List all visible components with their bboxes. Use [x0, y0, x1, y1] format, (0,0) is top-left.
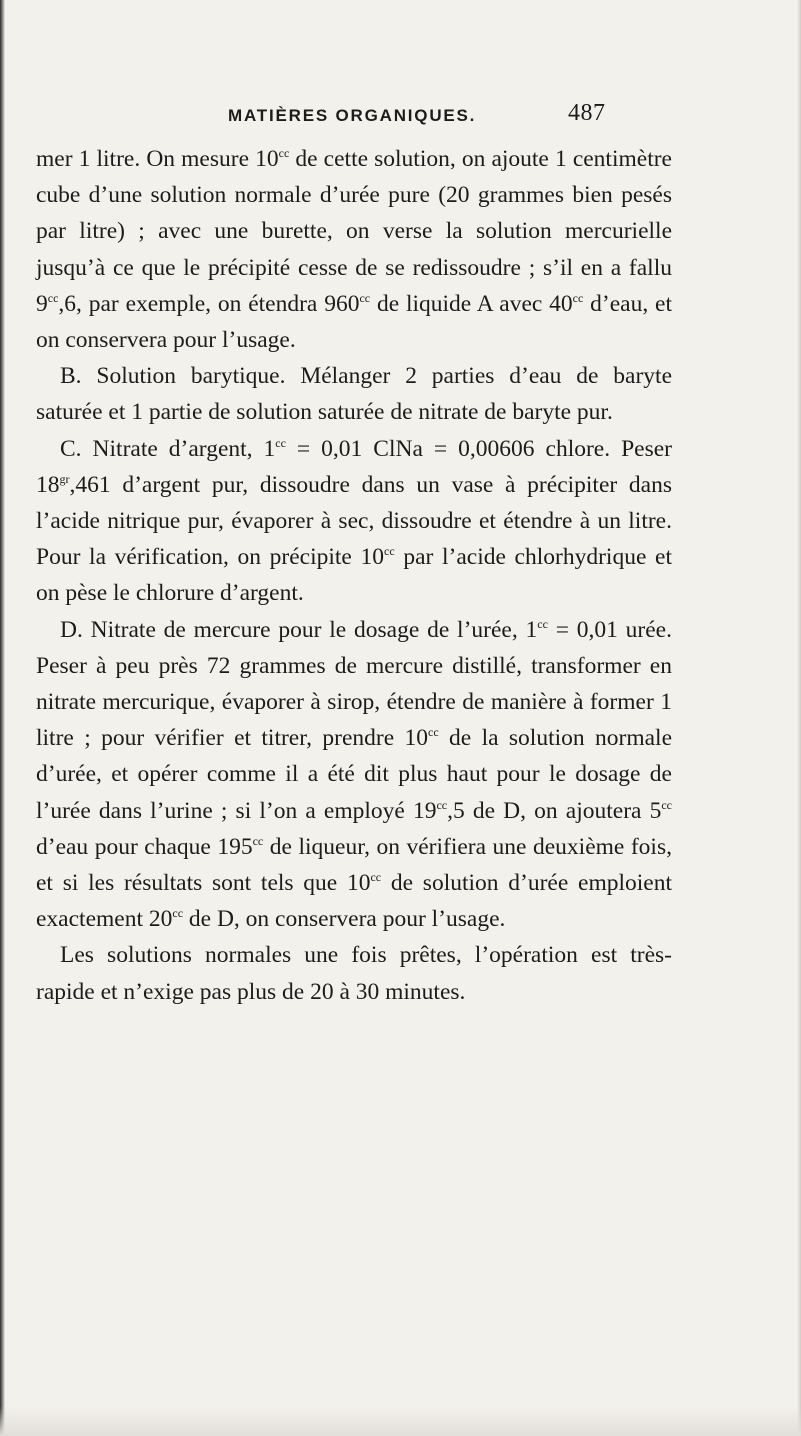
- paragraph-solution-d: [36, 612, 672, 938]
- text-run: de D, on conservera pour l’usage.: [183, 906, 506, 933]
- unit-superscript: cc: [436, 797, 448, 812]
- paragraph-continuation: [36, 141, 672, 358]
- unit-superscript: cc: [252, 833, 264, 848]
- text-run: ,461 d’argent pur, dissoudre dans un vase à précipiter dans l’acide nitrique pur, évaporer à sec, dissoudre et étendre à un litre. Pour la vérification, on précipite 10: [36, 471, 672, 571]
- running-header: [0, 100, 801, 134]
- page-number: 487: [568, 100, 606, 126]
- paragraph-solution-c: [36, 431, 672, 612]
- unit-superscript: gr: [59, 471, 70, 486]
- text-run: d’eau pour chaque 195: [36, 833, 253, 860]
- unit-superscript: cc: [47, 290, 59, 305]
- body-text: [36, 141, 672, 1010]
- unit-superscript: cc: [428, 725, 439, 740]
- text-run: de cette solution, on ajoute 1 centimètre cube d’une solution normale d’urée pure (20 grammes bien pesés par litre) ; avec une burette, on verse la solution mercurielle jusqu’à ce que le précipité cesse de se redissoudre ; s’il en a fallu 9: [36, 146, 672, 317]
- unit-superscript: cc: [275, 435, 286, 450]
- text-run: mer 1 litre. On mesure 10: [36, 146, 279, 172]
- unit-superscript: cc: [661, 797, 672, 812]
- page-right-edge: [797, 0, 801, 1436]
- text-run: Les solutions normales une fois prêtes, l’opération est très-rapide et n’exige pas plus de 20 à 30 minutes.: [36, 942, 672, 1005]
- unit-superscript: cc: [172, 906, 184, 921]
- text-run: = 0,01 ClNa = 0,00606 chlore. Peser 18: [36, 435, 672, 498]
- page-bottom-shadow: [0, 1406, 801, 1436]
- text-run: ,6, par exemple, on étendra 960: [58, 290, 360, 317]
- text-run: d’eau, et on conservera pour l’usage.: [36, 290, 672, 354]
- text-run: de liqueur, on vérifiera une deuxième fois, et si les résultats sont tels que 10: [36, 833, 672, 897]
- unit-superscript: cc: [278, 146, 290, 160]
- text-run: de liquide A avec 40: [370, 290, 573, 317]
- text-run: par l’acide chlorhydrique et on pèse le chlorure d’argent.: [36, 544, 672, 607]
- unit-superscript: cc: [370, 870, 382, 885]
- text-run: B. Solution barytique. Mélanger 2 parties d’eau de baryte saturée et 1 partie de solution saturée de nitrate de baryte pur.: [36, 363, 672, 426]
- text-run: de solution d’urée emploient exactement 20: [36, 870, 673, 933]
- paragraph-solution-b: [36, 358, 672, 430]
- header-title: MATIÈRES ORGANIQUES.: [228, 106, 477, 125]
- unit-superscript: cc: [572, 290, 584, 305]
- page-binding-edge: [0, 0, 5, 1436]
- text-run: C. Nitrate d’argent, 1: [60, 435, 276, 462]
- unit-superscript: cc: [384, 544, 395, 559]
- unit-superscript: cc: [537, 616, 548, 631]
- unit-superscript: cc: [359, 290, 371, 305]
- text-run: de la solution normale d’urée, et opérer comme il a été dit plus haut pour le dosage de l’urée dans l’urine ; si l’on a employé 19: [36, 725, 672, 824]
- text-run: = 0,01 urée. Peser à peu près 72 grammes de mercure distillé, transformer en nitrate mercurique, évaporer à sirop, étendre de manière à former 1 litre ; pour vérifier et titrer, prendre 10: [36, 616, 672, 752]
- text-run: D. Nitrate de mercure pour le dosage de l’urée, 1: [60, 616, 538, 643]
- paragraph-closing: [36, 937, 672, 1009]
- text-run: ,5 de D, on ajoutera 5: [447, 797, 662, 824]
